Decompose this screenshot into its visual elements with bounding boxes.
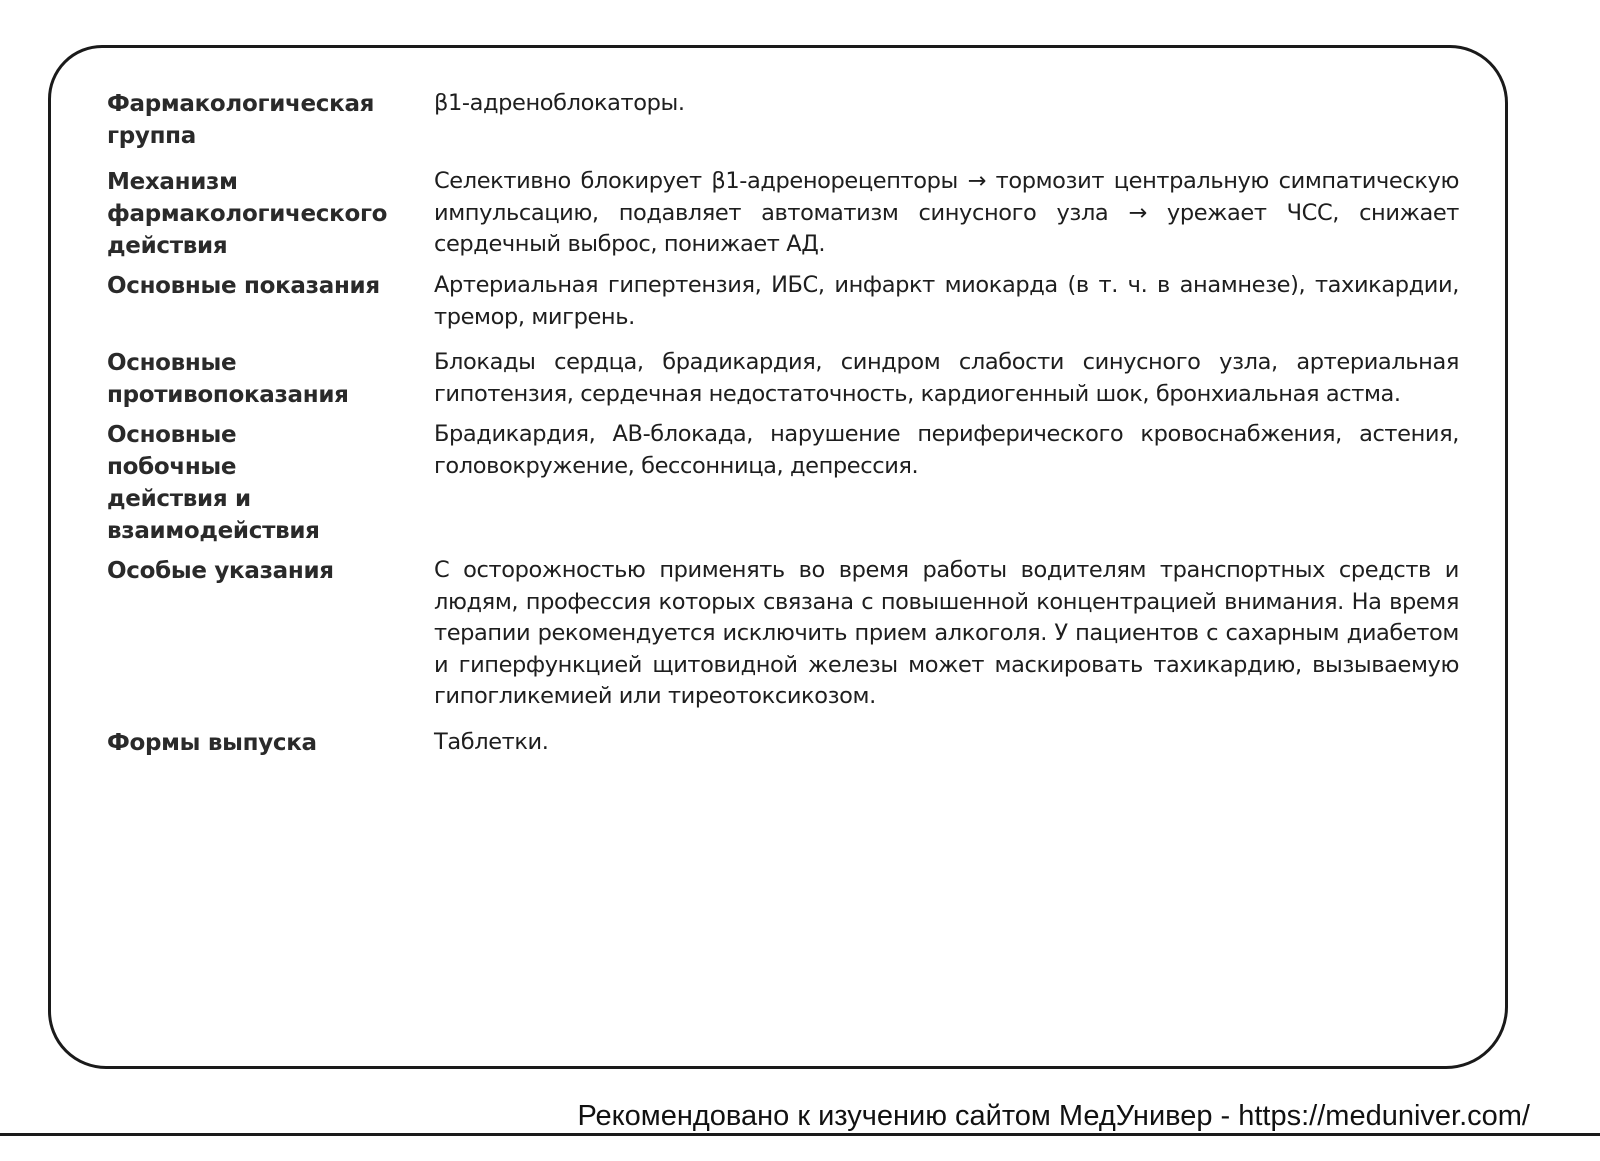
bottom-divider: [0, 1133, 1600, 1136]
row-label: Основные показания: [107, 273, 380, 299]
row-value: Таблетки.: [434, 728, 549, 755]
row-label: Фармакологическая группа: [107, 91, 375, 149]
row-value: Блокады сердца, брадикардия, синдром слабости синусного узла, артериальная гипотензия, сердечная недостаточность, кардиогенный шок, бронхиальная астма.: [434, 349, 1459, 407]
row-release-forms: [107, 727, 1459, 759]
row-label: Основные побочные действия и взаимодействия: [107, 422, 320, 544]
row-contraindications: [107, 347, 1459, 411]
row-value: Брадикардия, АВ-блокада, нарушение периферического кровоснабжения, астения, головокружение, бессонница, депрессия.: [434, 421, 1459, 479]
row-label: Формы выпуска: [107, 729, 317, 756]
drug-info-table: [107, 88, 1459, 767]
row-special-instructions: [107, 555, 1459, 713]
source-watermark: Рекомендовано к изучению сайтом МедУнивер - https://meduniver.com/: [577, 1100, 1530, 1132]
row-label: Основные противопоказания: [107, 350, 349, 408]
row-value: Артериальная гипертензия, ИБС, инфаркт миокарда (в т. ч. в анамнезе), тахикардии, тремор, мигрень.: [434, 272, 1459, 330]
row-value: Селективно блокирует β1-адренорецепторы → тормозит центральную симпатическую импульсацию, подавляет автоматизм синусного узла → урежает ЧСС, снижает сердечный выброс, понижает АД.: [434, 168, 1459, 257]
drug-info-card: [48, 45, 1508, 1069]
row-label: Особые указания: [107, 558, 334, 584]
row-side-effects: [107, 419, 1459, 547]
row-pharmacological-group: [107, 88, 1459, 152]
row-mechanism: [107, 166, 1459, 262]
row-label: Механизм фармакологического действия: [107, 169, 388, 259]
row-value: β1-адреноблокаторы.: [434, 90, 685, 116]
row-value: С осторожностью применять во время работы водителям транспортных средств и людям, профессия которых связана с повышенной концентрацией внимания. На время терапии рекомендуется исключить прием алкоголя. У пациентов с сахарным диабетом и гиперфункцией щитовидной железы может маскировать тахикардию, вызываемую гипогликемией или тиреотоксикозом.: [434, 557, 1459, 709]
row-indications: [107, 270, 1459, 333]
